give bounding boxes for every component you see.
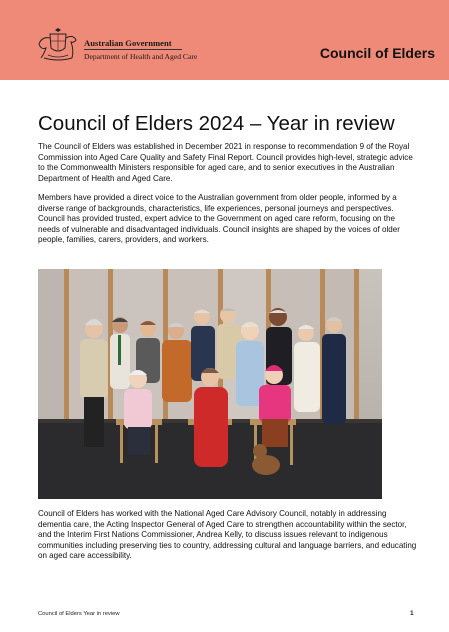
footer-title: Council of Elders Year in review: [38, 611, 120, 617]
group-photo-image: [38, 269, 382, 499]
page-title: Council of Elders 2024 – Year in review: [38, 112, 395, 135]
department-name: Department of Health and Aged Care: [84, 52, 198, 61]
group-photo: [38, 269, 382, 499]
members-paragraph: Members have provided a direct voice to the Australian government from older people, informed by a diverse range of backgrounds, characteristics, life experiences, personal journeys and perspectives. Council has provided trusted, expert advice to the Government on aged care reform, focusing on the needs of vulnerable and disadvantaged individuals. Council insights are shaped by the voices of older people, families, carers, providers, and workers.: [38, 193, 400, 244]
government-name: Australian Government: [84, 38, 172, 48]
section-title: Council of Elders: [319, 45, 435, 61]
page-header: [0, 0, 449, 80]
government-branding: [84, 38, 197, 61]
collaboration-paragraph: Council of Elders has worked with the National Aged Care Advisory Council, notably in addressing dementia care, the Acting Inspector General of Aged Care to strengthen accountability within the sector, and the Interim First Nations Commissioner, Andrea Kelly, to discuss issues relevant to indigenous communities including preserving ties to country, addressing cultural and language barriers, and educating on aged care accessibility.: [38, 509, 417, 560]
branding-divider: [84, 49, 182, 50]
intro-paragraph: The Council of Elders was established in December 2021 in response to recommendation 9 of the Royal Commission into Aged Care Quality and Safety Final Report. Council provides high-level, strategic advice to the Commonwealth Ministers responsible for aged care, and to senior executives in the Australian Department of Health and Aged Care.: [38, 142, 413, 183]
page-number: 1: [410, 610, 414, 617]
coat-of-arms-icon: [36, 28, 80, 62]
